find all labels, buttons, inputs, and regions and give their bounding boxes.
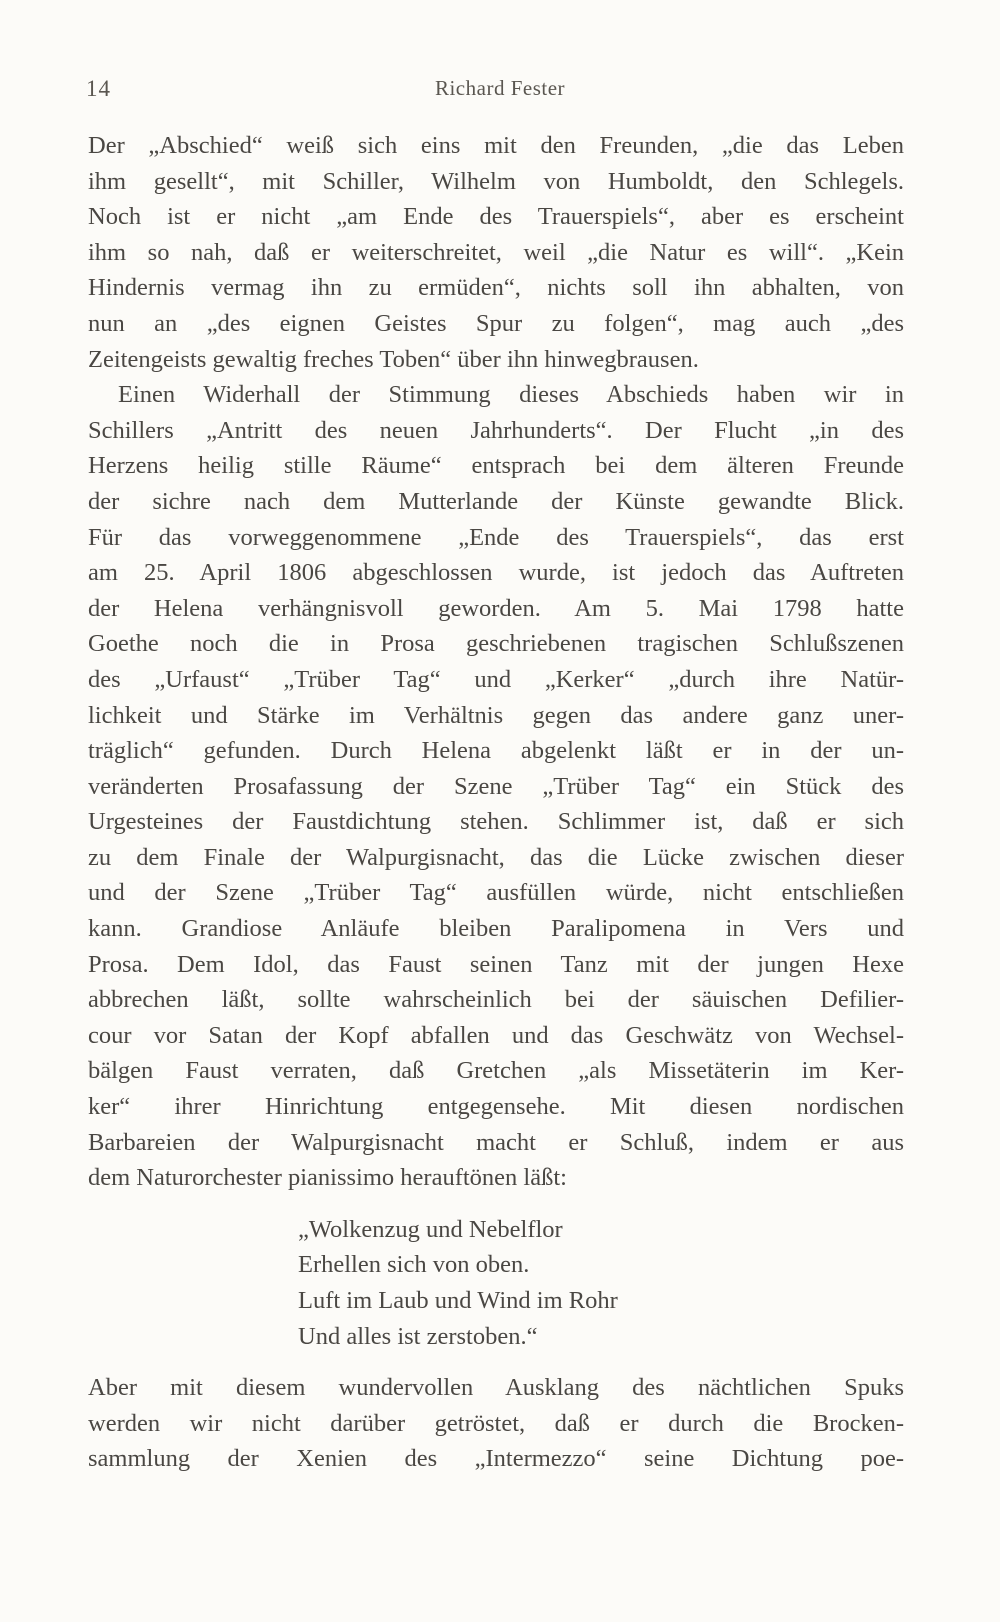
text-line: Urgesteines der Faustdichtung stehen. Schlimmer ist, daß er sich: [88, 808, 904, 836]
text-line: Noch ist er nicht „am Ende des Trauerspiels“, aber es erscheint: [88, 203, 904, 231]
text-line: lichkeit und Stärke im Verhältnis gegen das andere ganz uner-: [88, 701, 904, 729]
paragraph-1: [88, 128, 904, 377]
text-line: Der „Abschied“ weiß sich eins mit den Freunden, „die das Leben: [88, 132, 904, 159]
verse-line: Erhellen sich von oben.: [298, 1251, 530, 1279]
paragraph-2: [88, 377, 904, 1196]
verse-line: Und alles ist zerstoben.“: [298, 1322, 538, 1350]
text-line: Aber mit diesem wundervollen Ausklang des nächtlichen Spuks: [88, 1374, 904, 1402]
text-line: ihm gesellt“, mit Schiller, Wilhelm von Humboldt, den Schlegels.: [88, 167, 904, 195]
text-line: Für das vorweggenommene „Ende des Trauerspiels“, das erst: [88, 523, 904, 551]
verse-quotation: [298, 1212, 904, 1354]
paragraph-3: [88, 1370, 904, 1477]
text-line: Herzens heilig stille Räume“ entsprach bei dem älteren Freunde: [88, 452, 904, 480]
text-line: dem Naturorchester pianissimo herauftönen läßt:: [88, 1164, 567, 1192]
text-line: ihm so nah, daß er weiterschreitet, weil „die Natur es will“. „Kein: [88, 238, 904, 266]
text-line: werden wir nicht darüber getröstet, daß er durch die Brocken-: [88, 1409, 904, 1437]
text-line: träglich“ gefunden. Durch Helena abgelenkt läßt er in der un-: [88, 737, 904, 765]
text-line: Hindernis vermag ihn zu ermüden“, nichts soll ihn abhalten, von: [88, 274, 904, 302]
text-line: nun an „des eignen Geistes Spur zu folgen“, mag auch „des: [88, 309, 904, 337]
text-line: am 25. April 1806 abgeschlossen wurde, ist jedoch das Auftreten: [88, 559, 904, 587]
text-line: veränderten Prosafassung der Szene „Trüber Tag“ ein Stück des: [88, 772, 904, 800]
text-line: sammlung der Xenien des „Intermezzo“ seine Dichtung poe-: [88, 1445, 904, 1473]
text-line: Goethe noch die in Prosa geschriebenen tragischen Schlußszenen: [88, 630, 904, 658]
text-line: zu dem Finale der Walpurgisnacht, das die Lücke zwischen dieser: [88, 843, 904, 871]
text-line: cour vor Satan der Kopf abfallen und das Geschwätz von Wechsel-: [88, 1021, 904, 1049]
text-line: der sichre nach dem Mutterlande der Künste gewandte Blick.: [88, 487, 904, 515]
text-line: Einen Widerhall der Stimmung dieses Abschieds haben wir in: [118, 381, 904, 409]
text-line: abbrechen läßt, sollte wahrscheinlich bei der säuischen Defilier-: [88, 986, 904, 1014]
text-line: Barbareien der Walpurgisnacht macht er Schluß, indem er aus: [88, 1128, 904, 1156]
text-line: Schillers „Antritt des neuen Jahrhunderts“. Der Flucht „in des: [88, 416, 904, 444]
text-line: kann. Grandiose Anläufe bleiben Paralipomena in Vers und: [88, 915, 904, 943]
text-line: ker“ ihrer Hinrichtung entgegensehe. Mit diesen nordischen: [88, 1093, 904, 1121]
text-line: der Helena verhängnisvoll geworden. Am 5. Mai 1798 hatte: [88, 594, 904, 622]
page-body: [88, 128, 904, 1477]
verse-line: Luft im Laub und Wind im Rohr: [298, 1287, 618, 1314]
text-line: des „Urfaust“ „Trüber Tag“ und „Kerker“ „durch ihre Natür-: [88, 665, 904, 693]
page-number: 14: [86, 76, 111, 101]
text-line: Prosa. Dem Idol, das Faust seinen Tanz mit der jungen Hexe: [88, 950, 904, 978]
text-line: und der Szene „Trüber Tag“ ausfüllen würde, nicht entschließen: [88, 879, 904, 907]
running-head: Richard Fester: [434, 76, 566, 100]
text-line: Zeitengeists gewaltig freches Toben“ über ihn hinwegbrausen.: [88, 345, 699, 373]
text-line: bälgen Faust verraten, daß Gretchen „als Missetäterin im Ker-: [88, 1057, 904, 1085]
verse-line: „Wolkenzug und Nebelflor: [298, 1215, 563, 1243]
